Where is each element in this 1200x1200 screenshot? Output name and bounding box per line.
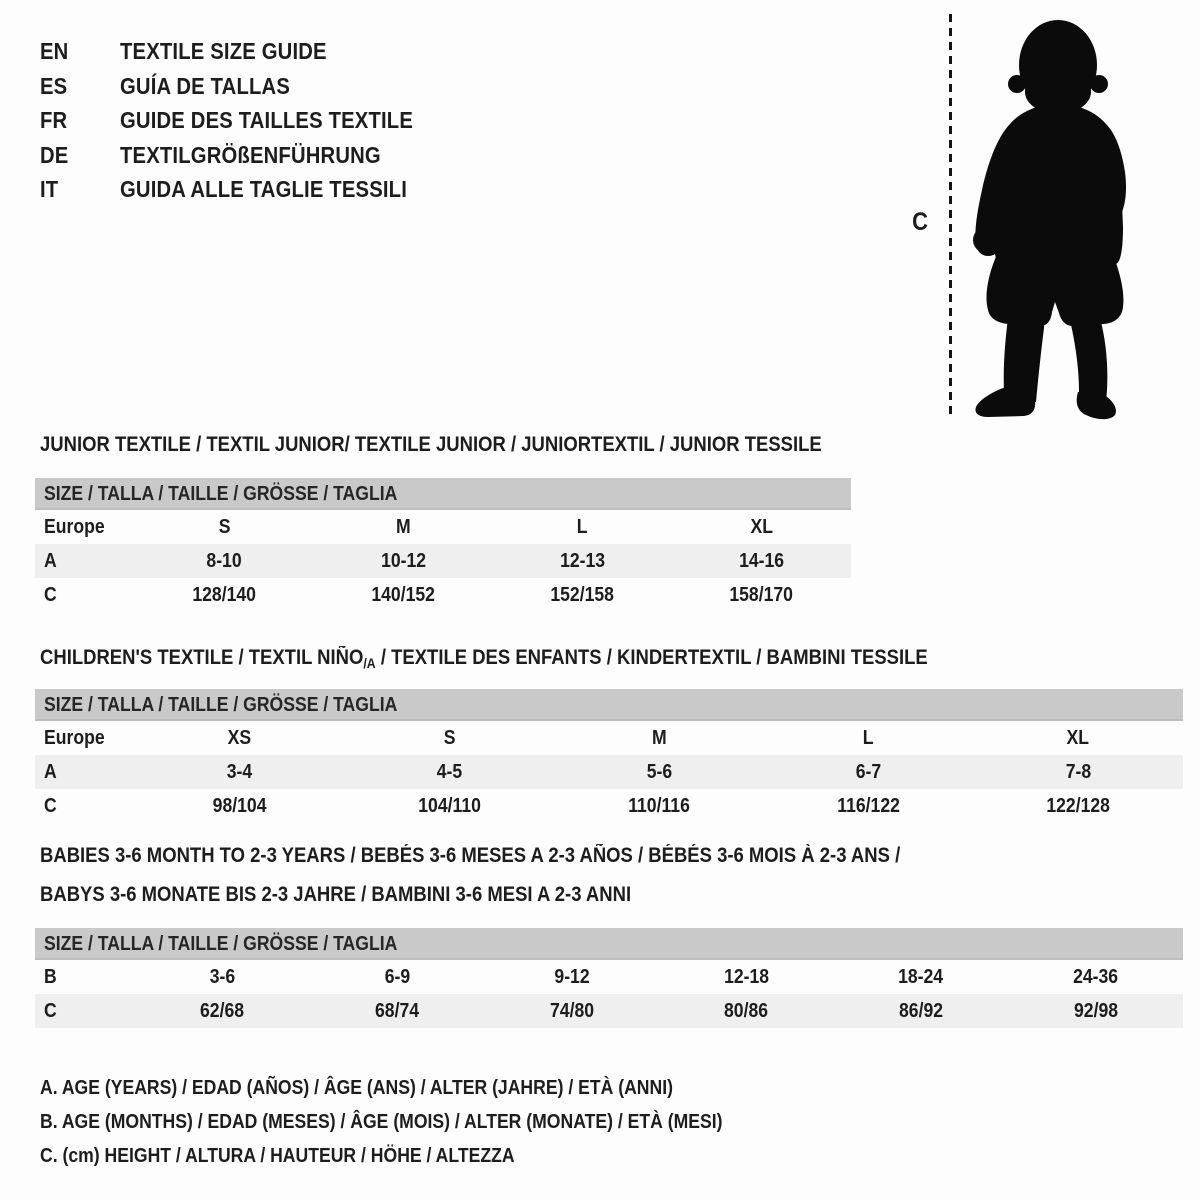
size-cell: XL (1066, 726, 1090, 749)
height-cell: 116/122 (837, 794, 900, 817)
age-cell: 3-4 (227, 760, 253, 783)
row-label: B (44, 965, 57, 988)
language-code: FR (40, 107, 68, 133)
legend-age-months: B. AGE (MONTHS) / EDAD (MESES) / ÂGE (MOIS) / ALTER (MONATE) / ETÀ (MESI) (40, 1111, 723, 1133)
age-cell: 4-5 (436, 760, 463, 783)
table-row-europe (35, 721, 1183, 755)
size-cell: L (577, 515, 588, 538)
age-cell: 6-9 (384, 965, 410, 988)
row-label: Europe (44, 726, 105, 749)
height-cell: 140/152 (371, 583, 436, 606)
language-code: DE (40, 141, 69, 168)
junior-section-title: JUNIOR TEXTILE / TEXTIL JUNIOR/ TEXTILE JUNIOR / JUNIORTEXTIL / JUNIOR TESSILE (40, 433, 822, 456)
table-row-height-cm (35, 789, 1183, 823)
language-row-en (40, 34, 453, 69)
guide-title: GUIDA ALLE TAGLIE TESSILI (120, 176, 408, 202)
language-code: EN (40, 38, 69, 64)
children-size-table (35, 721, 1183, 823)
guide-title: GUIDE DES TAILLES TEXTILE (120, 107, 414, 133)
nino-a-subscript: /A (363, 655, 376, 671)
size-cell: XL (750, 515, 773, 538)
babies-title-line2: BABYS 3-6 MONATE BIS 2-3 JAHRE / BAMBINI 3-6 MESI A 2-3 ANNI (40, 883, 632, 906)
row-label: C (44, 794, 57, 817)
table-row-europe (35, 510, 851, 544)
age-cell: 3-6 (209, 965, 236, 988)
height-cell: 62/68 (200, 999, 245, 1022)
toddler-silhouette-icon (958, 12, 1138, 422)
age-cell: 6-7 (855, 760, 882, 783)
height-cell: 110/116 (628, 794, 690, 817)
children-section-title: CHILDREN'S TEXTILE / TEXTIL NIÑO/A / TEXTILE DES ENFANTS / KINDERTEXTIL / BAMBINI TESSILE (40, 646, 928, 671)
table-row-age-years (35, 544, 851, 578)
table-row-age-years (35, 755, 1183, 789)
legend-age-years: A. AGE (YEARS) / EDAD (AÑOS) / ÂGE (ANS) / ALTER (JAHRE) / ETÀ (ANNI) (40, 1077, 673, 1099)
babies-size-table (35, 960, 1183, 1028)
age-cell: 10-12 (380, 549, 427, 572)
language-row-fr (40, 103, 453, 138)
language-row-de (40, 138, 453, 173)
row-label: A (44, 549, 57, 572)
size-cell: XS (228, 726, 252, 749)
junior-size-header: SIZE / TALLA / TAILLE / GRÖSSE / TAGLIA (35, 478, 851, 510)
guide-title: GUÍA DE TALLAS (120, 72, 291, 99)
height-measure-label: C (912, 208, 928, 236)
table-row-height-cm (35, 994, 1183, 1028)
babies-section-title (40, 843, 1018, 908)
table-row-age-months (35, 960, 1183, 994)
children-size-header: SIZE / TALLA / TAILLE / GRÖSSE / TAGLIA (35, 689, 1183, 721)
age-cell: 5-6 (646, 760, 672, 783)
age-cell: 18-24 (898, 965, 944, 988)
height-cell: 86/92 (898, 999, 943, 1022)
age-cell: 12-18 (723, 965, 769, 988)
junior-size-table (35, 510, 851, 612)
language-row-es (40, 69, 453, 104)
size-cell: M (651, 726, 667, 749)
language-row-it (40, 172, 453, 207)
height-cell: 92/98 (1073, 999, 1118, 1022)
table-row-height-cm (35, 578, 851, 612)
age-cell: 9-12 (554, 965, 590, 988)
size-cell: M (396, 515, 411, 538)
row-label: A (44, 760, 57, 783)
row-label: C (44, 583, 57, 606)
language-title-list (40, 34, 453, 207)
age-cell: 12-13 (559, 549, 606, 572)
language-code: IT (40, 176, 59, 202)
height-cell: 104/110 (418, 794, 481, 817)
guide-title: TEXTILGRÖßENFÜHRUNG (120, 141, 381, 168)
babies-title-line1: BABIES 3-6 MONTH TO 2-3 YEARS / BEBÉS 3-6 MESES A 2-3 AÑOS / BÉBÉS 3-6 MOIS À 2-3 ANS / (40, 844, 901, 867)
height-cell: 80/86 (724, 999, 769, 1022)
height-measure-line (949, 14, 952, 418)
age-cell: 7-8 (1065, 760, 1091, 783)
age-cell: 24-36 (1073, 965, 1119, 988)
legend-height-cm: C. (cm) HEIGHT / ALTURA / HAUTEUR / HÖHE / ALTEZZA (40, 1145, 515, 1167)
height-cell: 68/74 (374, 999, 420, 1022)
height-cell: 122/128 (1046, 794, 1110, 817)
babies-size-header: SIZE / TALLA / TAILLE / GRÖSSE / TAGLIA (35, 928, 1183, 960)
row-label: Europe (44, 515, 105, 538)
size-cell: S (218, 515, 231, 538)
age-cell: 8-10 (206, 549, 243, 572)
size-cell: S (443, 726, 456, 749)
height-cell: 128/140 (192, 583, 257, 606)
row-label: C (44, 999, 57, 1022)
height-cell: 74/80 (549, 999, 594, 1022)
size-cell: L (863, 726, 874, 749)
height-cell: 158/170 (729, 583, 794, 606)
measurement-legend (40, 1071, 816, 1173)
age-cell: 14-16 (738, 549, 785, 572)
height-cell: 152/158 (550, 583, 615, 606)
height-cell: 98/104 (212, 794, 267, 817)
guide-title: TEXTILE SIZE GUIDE (120, 38, 327, 64)
language-code: ES (40, 72, 68, 99)
